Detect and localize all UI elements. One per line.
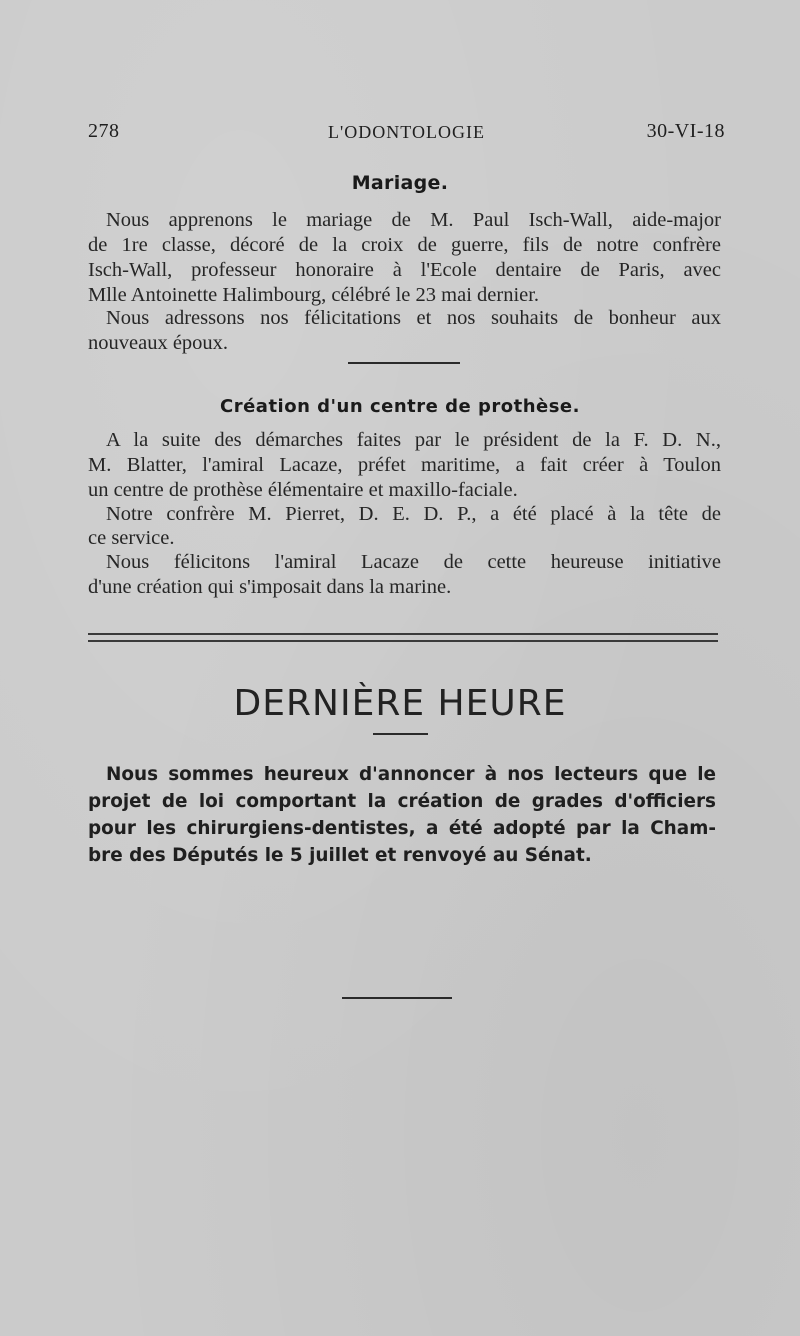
announcement-line: bre des Députés le 5 juillet et renvoyé au Sénat. xyxy=(88,845,592,866)
section-heading-derniere-heure: DERNIÈRE HEURE xyxy=(233,683,567,724)
paragraph-line: Isch-Wall, professeur honoraire à l'Ecole dentaire de Paris, avec xyxy=(88,259,721,281)
paragraph-line: Notre confrère M. Pierret, D. E. D. P., a été placé à la tête de xyxy=(106,503,721,525)
announcement-line: projet de loi comportant la création de grades d'officiers xyxy=(88,791,716,812)
paragraph-line: Nous adressons nos félicitations et nos souhaits de bonheur aux xyxy=(106,307,721,329)
paragraph-line: un centre de prothèse élémentaire et maxillo-faciale. xyxy=(88,479,518,501)
paragraph-line: A la suite des démarches faites par le président de la F. D. N., xyxy=(106,429,721,451)
paragraph-line: ce service. xyxy=(88,527,175,549)
paragraph-line: Mlle Antoinette Halimbourg, célébré le 23 mai dernier. xyxy=(88,284,540,306)
announcement-line: pour les chirurgiens-dentistes, a été adopté par la Cham- xyxy=(88,818,716,839)
heading-underline xyxy=(373,733,428,735)
paragraph-line: Nous apprenons le mariage de M. Paul Isch-Wall, aide-major xyxy=(106,209,721,231)
double-rule-divider xyxy=(88,633,718,642)
paragraph-line: Nous félicitons l'amiral Lacaze de cette heureuse initiative xyxy=(106,551,721,573)
issue-date: 30-VI-18 xyxy=(646,120,725,142)
paragraph-line xyxy=(88,233,721,258)
end-rule xyxy=(342,997,452,999)
paragraph-line: d'une création qui s'imposait dans la marine. xyxy=(88,576,452,598)
announcement-line: Nous sommes heureux d'annoncer à nos lecteurs que le xyxy=(106,764,716,785)
section-heading-prothese: Création d'un centre de prothèse. xyxy=(220,396,580,417)
section-divider xyxy=(348,362,460,364)
line-text: de 1re classe, décoré de la croix de guerre, fils de notre confrère xyxy=(88,234,721,256)
journal-title: L'ODONTOLOGIE xyxy=(328,122,485,142)
paragraph-line: M. Blatter, l'amiral Lacaze, préfet maritime, a fait créer à Toulon xyxy=(88,454,721,476)
page-number: 278 xyxy=(88,120,120,142)
running-head xyxy=(88,120,725,150)
section-heading-mariage: Mariage. xyxy=(351,172,449,194)
paragraph-line: nouveaux époux. xyxy=(88,332,229,354)
